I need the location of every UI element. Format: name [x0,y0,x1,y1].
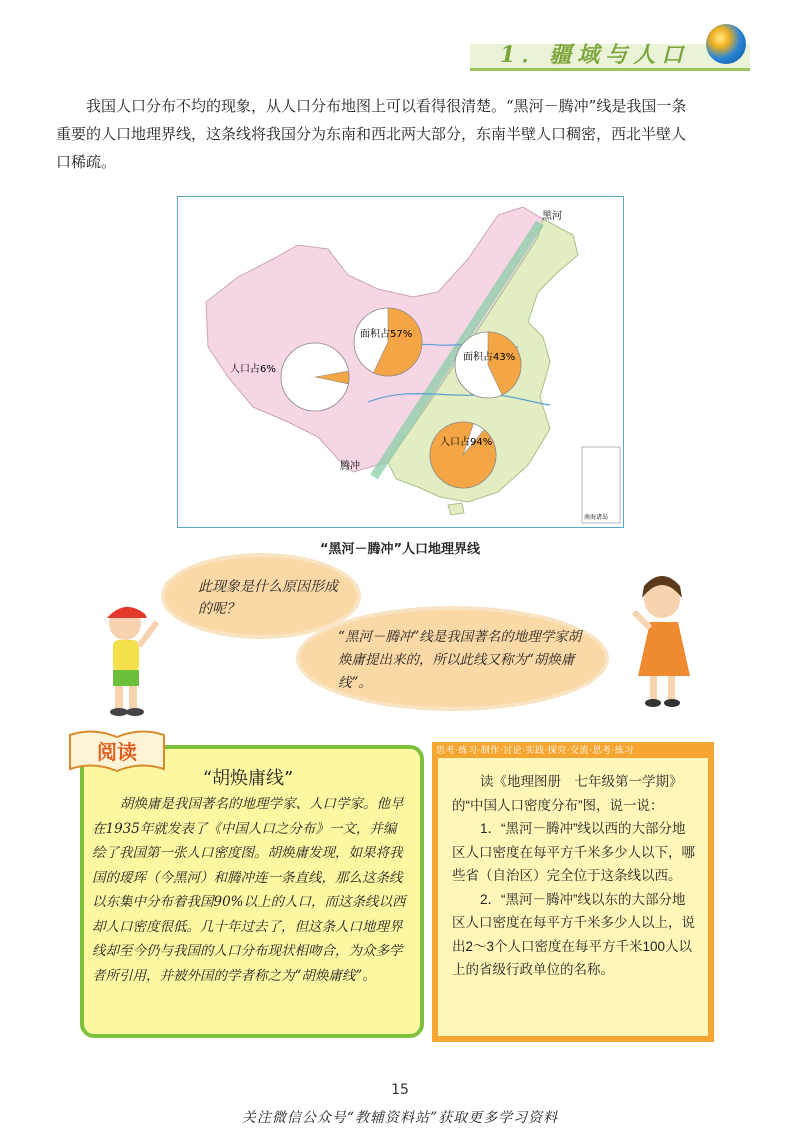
label-se-area: 面积占43% [463,352,516,363]
intro-paragraph [56,92,696,176]
chapter-title: 1．疆域与人口 [500,42,690,68]
nanhai-inset [582,447,620,523]
globe-icon [706,24,746,64]
intro-text: 我国人口分布不均的现象，从人口分布地图上可以看得很清楚。“黑河－腾冲”线是我国一条重要的人口地理界线，这条线将我国分为东南和西北两大部分，东南半壁人口稠密，西北半壁人口稀疏。 [56,97,687,171]
pie-se-pop-slice [430,422,496,488]
boy-cartoon [95,600,165,720]
activity-band-label: 思考·练习·制作·讨论·实践·探究·交流·思考·练习 [436,746,634,756]
label-tengchong: 腾冲 [340,461,360,472]
reading-body [92,792,406,988]
girl-cartoon [620,572,700,712]
reading-title: “胡焕庸线” [202,768,294,789]
map-caption: “黑河－腾冲”人口地理界线 [319,542,481,557]
activity-intro: 读《地理图册 七年级第一学期》的“中国人口密度分布”图，说一说： [452,774,683,813]
boy-question: 此现象是什么原因形成的呢？ [198,579,338,617]
reading-paragraph: 胡焕庸是我国著名的地理学家、人口学家。他早在1935年就发表了《中国人口之分布》一文，并编绘了我国第一张人口密度图。胡焕庸发现，如果将我国的瑷珲（今黑河）和腾冲连一条直线，那么这条线以东集中分布着我国90%以上的人口，而这条线以西却人口密度很低。几十年过去了，但这条人口地理界线却至今仍与我国的人口分布现状相吻合，为众多学者所引用，并被外国的学者称之为“胡焕庸线”。 [92,796,406,984]
girl-answer: “黑河－腾冲”线是我国著名的地理学家胡焕庸提出来的，所以此线又称为“胡焕庸线”。 [338,629,582,691]
reading-badge-label: 阅读 [97,740,137,764]
activity-body [452,770,696,982]
label-se-pop: 人口占94% [440,437,493,448]
footer-note: 关注微信公众号“教辅资料站”获取更多学习资料 [241,1110,559,1126]
activity-question-1: 1．“黑河－腾冲”线以西的大部分地区人口密度在每平方千米多少人以下，哪些省（自治区）完全位于这条线以西。 [452,821,695,883]
activity-question-2: 2．“黑河－腾冲”线以东的大部分地区人口密度在每平方千米多少人以上，说出2～3个人口密度在每平方千米100人以上的省级行政单位的名称。 [452,891,695,977]
population-map [177,196,624,528]
page-number: 15 [391,1082,409,1098]
map-hainan [448,503,464,515]
label-nw-area: 面积占57% [360,329,413,340]
label-nanhai: 南海诸岛 [584,514,609,521]
label-nw-pop: 人口占6% [230,364,276,375]
map-svg [178,197,623,527]
label-heihe: 黑河 [542,211,562,222]
